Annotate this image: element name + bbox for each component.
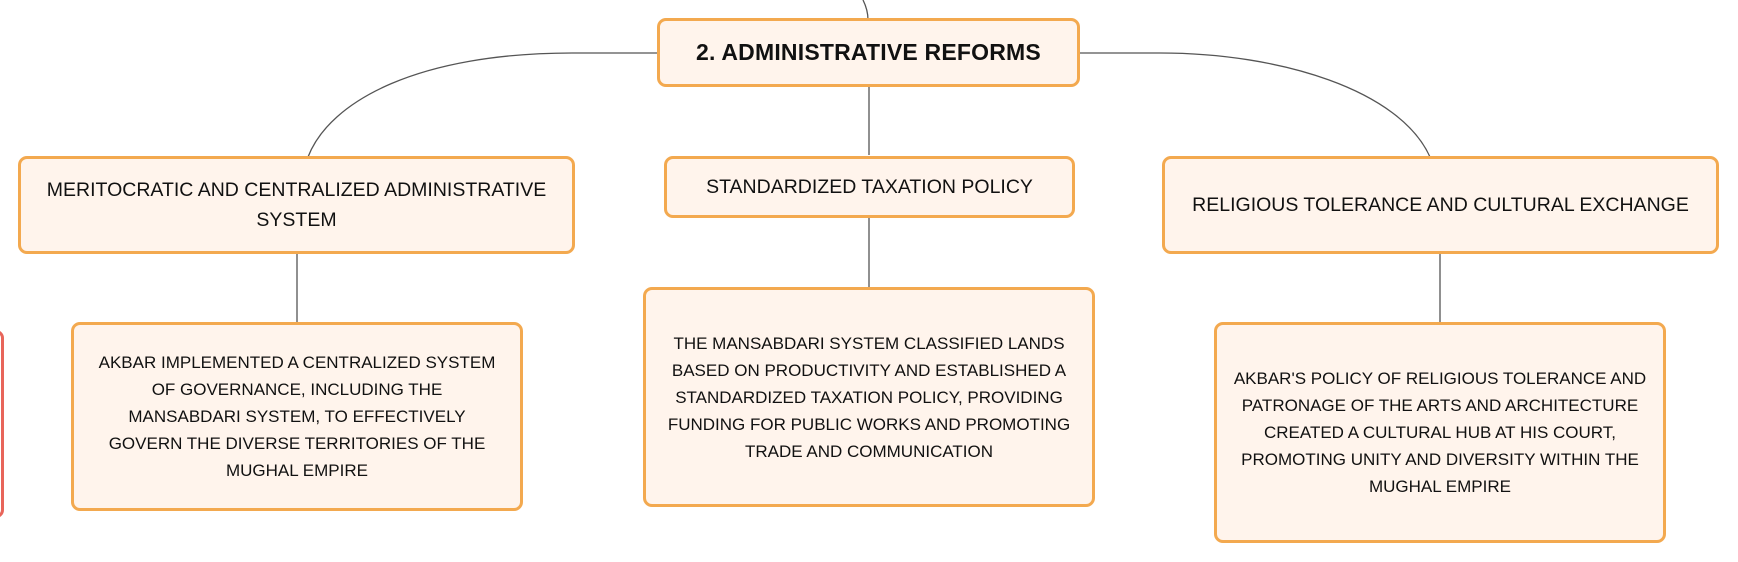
partial-offscreen-node xyxy=(0,330,4,518)
connector-root-to-branch-1 xyxy=(308,53,659,157)
detail-node-text: THE MANSABDARI SYSTEM CLASSIFIED LANDS BASED ON PRODUCTIVITY AND ESTABLISHED A STANDARDIZED TAXATION POLICY, PROVIDING FUNDING FOR PUBLIC WORKS AND PROMOTING TRADE AND COMMUNICATION xyxy=(667,333,1071,461)
branch-node-label: MERITOCRATIC AND CENTRALIZED ADMINISTRATIVE SYSTEM xyxy=(46,179,547,231)
branch-node-religious-tolerance[interactable] xyxy=(1162,156,1719,254)
detail-node-religious-tolerance[interactable] xyxy=(1214,322,1666,543)
connector-root-to-branch-3 xyxy=(1079,53,1430,157)
detail-node-taxation-policy[interactable] xyxy=(643,287,1095,507)
branch-node-taxation-policy[interactable] xyxy=(664,156,1075,218)
branch-node-centralized-administration[interactable] xyxy=(18,156,575,254)
branch-node-label: STANDARDIZED TAXATION POLICY xyxy=(706,176,1033,198)
detail-node-text: AKBAR IMPLEMENTED A CENTRALIZED SYSTEM OF GOVERNANCE, INCLUDING THE MANSABDARI SYSTEM, TO EFFECTIVELY GOVERN THE DIVERSE TERRITORIES OF THE MUGHAL EMPIRE xyxy=(98,353,496,480)
branch-node-label: RELIGIOUS TOLERANCE AND CULTURAL EXCHANGE xyxy=(1192,194,1689,216)
incoming-connector xyxy=(863,0,868,20)
detail-node-centralized-administration[interactable] xyxy=(71,322,523,511)
detail-node-text: AKBAR'S POLICY OF RELIGIOUS TOLERANCE AND PATRONAGE OF THE ARTS AND ARCHITECTURE CREATED A CULTURAL HUB AT HIS COURT, PROMOTING UNITY AND DIVERSITY WITHIN THE MUGHAL EMPIRE xyxy=(1233,369,1647,496)
root-node-label: 2. ADMINISTRATIVE REFORMS xyxy=(696,39,1041,65)
root-node[interactable] xyxy=(657,18,1080,87)
